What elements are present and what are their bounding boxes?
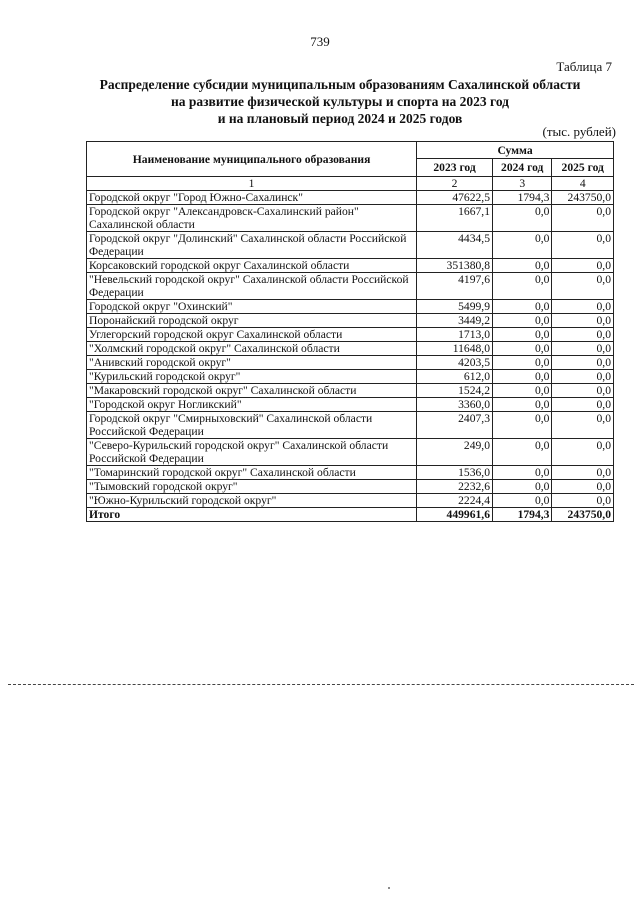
document-title <box>80 76 600 127</box>
row-value-2024: 0,0 <box>493 439 552 466</box>
row-value-2024: 0,0 <box>493 466 552 480</box>
header-year-2025: 2025 год <box>552 159 614 177</box>
header-name: Наименование муниципального образования <box>87 142 417 177</box>
table-row <box>87 273 614 300</box>
header-row <box>87 142 614 159</box>
row-value-2023: 4197,6 <box>417 273 493 300</box>
row-value-2023: 4203,5 <box>417 356 493 370</box>
row-name: Городской округ "Александровск-Сахалинский район" Сахалинской области <box>87 205 417 232</box>
row-name: Городской округ "Долинский" Сахалинской области Российской Федерации <box>87 232 417 259</box>
row-value-2024: 0,0 <box>493 300 552 314</box>
row-value-2023: 11648,0 <box>417 342 493 356</box>
title-line-1: Распределение субсидии муниципальным образованиям Сахалинской области <box>99 77 581 92</box>
table-body <box>87 191 614 522</box>
row-name: Корсаковский городской округ Сахалинской области <box>87 259 417 273</box>
row-name: "Курильский городской округ" <box>87 370 417 384</box>
row-value-2023: 1667,1 <box>417 205 493 232</box>
total-value-2024: 1794,3 <box>493 508 552 522</box>
table-row <box>87 412 614 439</box>
total-row <box>87 508 614 522</box>
row-value-2025: 0,0 <box>552 314 614 328</box>
row-value-2024: 0,0 <box>493 480 552 494</box>
row-name: "Южно-Курильский городской округ" <box>87 494 417 508</box>
title-line-3: и на плановый период 2024 и 2025 годов <box>217 111 463 126</box>
page-number: 739 <box>310 34 330 49</box>
row-value-2025: 0,0 <box>552 356 614 370</box>
row-value-2025: 0,0 <box>552 259 614 273</box>
table-row <box>87 384 614 398</box>
row-name: Углегорский городской округ Сахалинской области <box>87 328 417 342</box>
row-name: "Холмский городской округ" Сахалинской области <box>87 342 417 356</box>
row-name: Городской округ "Смирныховский" Сахалинской области Российской Федерации <box>87 412 417 439</box>
row-name: Поронайский городской округ <box>87 314 417 328</box>
row-value-2023: 47622,5 <box>417 191 493 205</box>
row-value-2024: 0,0 <box>493 205 552 232</box>
row-value-2024: 0,0 <box>493 232 552 259</box>
table-row <box>87 191 614 205</box>
table-label: Таблица 7 <box>556 59 612 74</box>
total-value-2025: 243750,0 <box>552 508 614 522</box>
row-name: "Макаровский городской округ" Сахалинской области <box>87 384 417 398</box>
row-name: "Тымовский городской округ" <box>87 480 417 494</box>
table-row <box>87 370 614 384</box>
row-value-2025: 0,0 <box>552 370 614 384</box>
table-row <box>87 356 614 370</box>
col-number-2: 2 <box>417 177 493 191</box>
row-name: Городской округ "Охинский" <box>87 300 417 314</box>
row-value-2025: 0,0 <box>552 412 614 439</box>
table-row <box>87 328 614 342</box>
row-value-2023: 1536,0 <box>417 466 493 480</box>
row-value-2025: 0,0 <box>552 494 614 508</box>
row-value-2025: 0,0 <box>552 328 614 342</box>
row-value-2023: 3360,0 <box>417 398 493 412</box>
table-row <box>87 300 614 314</box>
row-value-2025: 0,0 <box>552 439 614 466</box>
units-label: (тыс. рублей) <box>542 124 616 139</box>
header-year-2023: 2023 год <box>417 159 493 177</box>
scan-speck <box>388 887 390 889</box>
row-name: Городской округ "Город Южно-Сахалинск" <box>87 191 417 205</box>
row-name: "Городской округ Ногликский" <box>87 398 417 412</box>
row-value-2025: 0,0 <box>552 300 614 314</box>
row-value-2024: 1794,3 <box>493 191 552 205</box>
row-name: "Анивский городской округ" <box>87 356 417 370</box>
header-sum: Сумма <box>417 142 614 159</box>
row-value-2023: 249,0 <box>417 439 493 466</box>
row-name: "Северо-Курильский городской округ" Сахалинской области Российской Федерации <box>87 439 417 466</box>
row-value-2024: 0,0 <box>493 412 552 439</box>
row-value-2024: 0,0 <box>493 494 552 508</box>
table-row <box>87 205 614 232</box>
row-value-2025: 0,0 <box>552 398 614 412</box>
row-value-2024: 0,0 <box>493 398 552 412</box>
col-number-3: 3 <box>493 177 552 191</box>
row-value-2023: 2407,3 <box>417 412 493 439</box>
row-value-2023: 1713,0 <box>417 328 493 342</box>
col-number-1: 1 <box>87 177 417 191</box>
row-value-2024: 0,0 <box>493 328 552 342</box>
row-value-2024: 0,0 <box>493 259 552 273</box>
table-row <box>87 398 614 412</box>
header-year-2024: 2024 год <box>493 159 552 177</box>
row-value-2025: 0,0 <box>552 466 614 480</box>
row-value-2023: 4434,5 <box>417 232 493 259</box>
row-value-2025: 0,0 <box>552 205 614 232</box>
row-value-2024: 0,0 <box>493 356 552 370</box>
subsidy-table <box>86 141 614 522</box>
title-line-2: на развитие физической культуры и спорта на 2023 год <box>170 94 510 109</box>
row-value-2025: 0,0 <box>552 384 614 398</box>
row-value-2023: 351380,8 <box>417 259 493 273</box>
row-value-2025: 0,0 <box>552 232 614 259</box>
row-value-2023: 5499,9 <box>417 300 493 314</box>
table-row <box>87 314 614 328</box>
row-value-2024: 0,0 <box>493 384 552 398</box>
table-row <box>87 342 614 356</box>
column-number-row <box>87 177 614 191</box>
table-row <box>87 232 614 259</box>
row-value-2025: 0,0 <box>552 342 614 356</box>
row-value-2025: 0,0 <box>552 273 614 300</box>
row-value-2025: 0,0 <box>552 480 614 494</box>
table-row <box>87 494 614 508</box>
table-row <box>87 439 614 466</box>
row-value-2024: 0,0 <box>493 314 552 328</box>
row-value-2023: 612,0 <box>417 370 493 384</box>
table-row <box>87 480 614 494</box>
table-row <box>87 259 614 273</box>
page-separator-line <box>8 684 634 685</box>
row-value-2023: 2224,4 <box>417 494 493 508</box>
row-value-2024: 0,0 <box>493 370 552 384</box>
row-name: "Невельский городской округ" Сахалинской области Российской Федерации <box>87 273 417 300</box>
total-label: Итого <box>87 508 417 522</box>
row-value-2024: 0,0 <box>493 273 552 300</box>
row-name: "Томаринский городской округ" Сахалинской области <box>87 466 417 480</box>
table-row <box>87 466 614 480</box>
row-value-2023: 1524,2 <box>417 384 493 398</box>
row-value-2023: 2232,6 <box>417 480 493 494</box>
row-value-2024: 0,0 <box>493 342 552 356</box>
total-value-2023: 449961,6 <box>417 508 493 522</box>
col-number-4: 4 <box>552 177 614 191</box>
row-value-2025: 243750,0 <box>552 191 614 205</box>
row-value-2023: 3449,2 <box>417 314 493 328</box>
